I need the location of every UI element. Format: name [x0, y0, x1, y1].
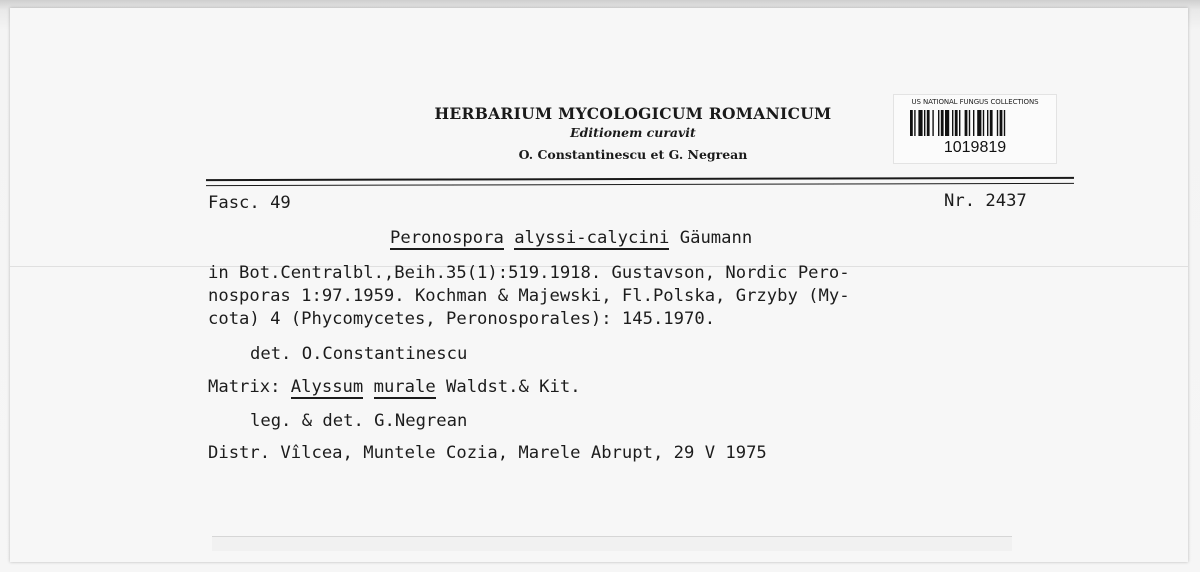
- barcode-bar: [910, 110, 913, 136]
- collector: leg. & det. G.Negrean: [250, 411, 468, 431]
- barcode-bar: [952, 110, 953, 136]
- barcode-sticker: [893, 94, 1057, 164]
- citation-line-3: cota) 4 (Phycomycetes, Peronosporales): 145.1970.: [208, 309, 716, 329]
- barcode-bar: [987, 110, 988, 136]
- species-author: Gäumann: [679, 228, 753, 248]
- citation-line-1: in Bot.Centralbl.,Beih.35(1):519.1918. Gustavson, Nordic Pero-: [208, 263, 850, 283]
- barcode-bar: [1004, 110, 1005, 136]
- barcode-bar: [938, 110, 939, 136]
- barcode-bar: [1000, 110, 1003, 136]
- label-header: [408, 104, 858, 166]
- matrix-author: Waldst.& Kit.: [446, 377, 581, 397]
- herbarium-title: HERBARIUM MYCOLOGICUM ROMANICUM: [434, 104, 832, 123]
- matrix-prefix: Matrix:: [208, 377, 281, 397]
- barcode-bar: [977, 110, 981, 136]
- barcode-bar: [997, 110, 998, 136]
- barcode-bar: [927, 110, 930, 136]
- barcode-icon: [910, 110, 1040, 136]
- bottom-strip: [212, 536, 1012, 551]
- fascicle-number: Fasc. 49: [208, 193, 291, 213]
- barcode-bar: [945, 110, 949, 136]
- citation-line-2: nosporas 1:97.1959. Kochman & Majewski, Fl.Polska, Grzyby (My-: [208, 286, 850, 306]
- matrix-epithet: murale: [373, 377, 436, 397]
- barcode-bar: [941, 110, 944, 136]
- barcode-bar: [990, 110, 993, 136]
- barcode-bar: [959, 110, 960, 136]
- barcode-bar: [932, 110, 933, 136]
- species-name: [390, 227, 752, 249]
- matrix-line: [208, 376, 581, 398]
- barcode-bar: [914, 110, 915, 136]
- barcode-caption: US NATIONAL FUNGUS COLLECTIONS: [911, 98, 1039, 106]
- barcode-bar: [918, 110, 922, 136]
- barcode-bar: [965, 110, 968, 136]
- barcode-bar: [969, 110, 970, 136]
- determiner: det. O.Constantinescu: [250, 344, 468, 364]
- exsiccata-number: Nr. 2437: [944, 191, 1027, 211]
- species-epithet: alyssi-calycini: [514, 228, 670, 248]
- matrix-genus: Alyssum: [290, 377, 364, 397]
- herbarium-editors: O. Constantinescu et G. Negrean: [518, 147, 748, 162]
- barcode-bar: [924, 110, 925, 136]
- locality: Distr. Vîlcea, Muntele Cozia, Marele Abrupt, 29 V 1975: [208, 443, 767, 463]
- species-genus: Peronospora: [390, 228, 504, 248]
- barcode-bar: [983, 110, 984, 136]
- barcode-bar: [973, 110, 974, 136]
- barcode-bar: [955, 110, 958, 136]
- herbarium-subtitle: Editionem curavit: [570, 125, 696, 140]
- barcode-number: 1019819: [943, 139, 1007, 156]
